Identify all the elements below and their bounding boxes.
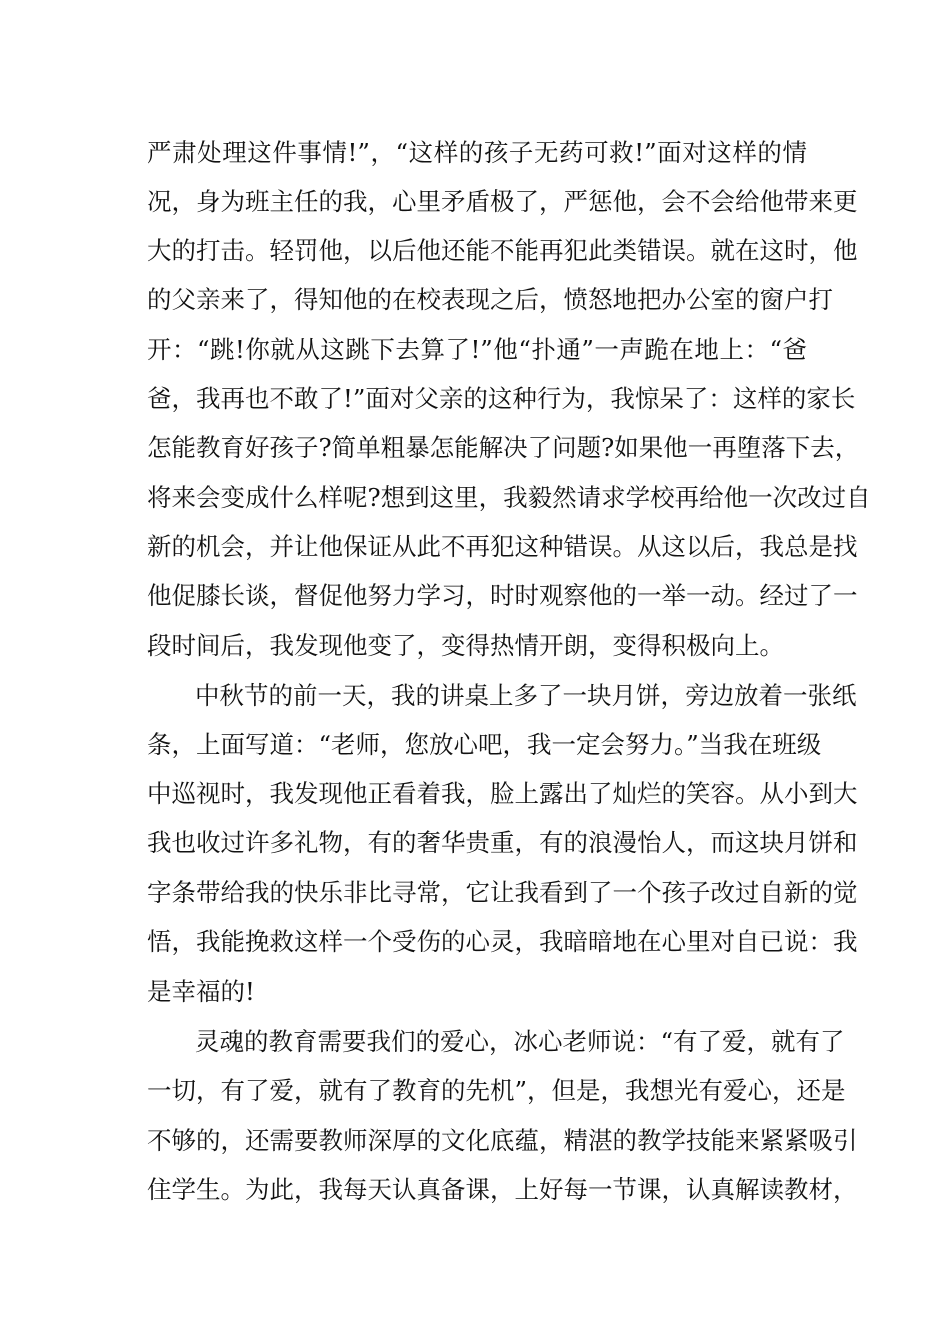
text-line: 一切，有了爱，就有了教育的先机”，但是，我想光有爱心，还是 [147, 1076, 846, 1105]
text-line: 新的机会，并让他保证从此不再犯这种错误。从这以后，我总是找 [147, 532, 858, 561]
text-line: 严肃处理这件事情!”，“这样的孩子无药可救!”面对这样的情 [147, 138, 807, 167]
text-line: 不够的，还需要教师深厚的文化底蕴，精湛的教学技能来紧紧吸引 [147, 1126, 858, 1155]
text-line: 我也收过许多礼物，有的奢华贵重，有的浪漫怡人，而这块月饼和 [147, 828, 858, 857]
text-line: 中巡视时，我发现他正看着我，脸上露出了灿烂的笑容。从小到大 [147, 779, 858, 808]
text-line: 中秋节的前一天，我的讲桌上多了一块月饼，旁边放着一张纸 [195, 681, 857, 710]
text-line: 开：“跳!你就从这跳下去算了!”他“扑通”一声跪在地上：“爸 [147, 335, 807, 364]
text-line: 是幸福的! [147, 977, 255, 1006]
text-line: 悟，我能挽救这样一个受伤的心灵，我暗暗地在心里对自已说：我 [147, 927, 858, 956]
text-line: 他促膝长谈，督促他努力学习，时时观察他的一举一动。经过了一 [147, 581, 858, 610]
text-line: 条，上面写道：“老师，您放心吧，我一定会努力。”当我在班级 [147, 730, 822, 759]
text-line: 住学生。为此，我每天认真备课，上好每一节课，认真解读教材， [147, 1175, 858, 1204]
text-line: 字条带给我的快乐非比寻常，它让我看到了一个孩子改过自新的觉 [147, 878, 858, 907]
text-line: 爸，我再也不敢了!”面对父亲的这种行为，我惊呆了：这样的家长 [147, 384, 856, 413]
text-line: 灵魂的教育需要我们的爱心，冰心老师说：“有了爱，就有了 [195, 1027, 845, 1056]
text-line: 将来会变成什么样呢?想到这里，我毅然请求学校再给他一次改过自 [147, 483, 871, 512]
text-line: 段时间后，我发现他变了，变得热情开朗，变得积极向上。 [147, 631, 784, 660]
text-line: 况，身为班主任的我，心里矛盾极了，严惩他，会不会给他带来更 [147, 187, 858, 216]
text-line: 的父亲来了，得知他的在校表现之后，愤怒地把办公室的窗户打 [147, 285, 833, 314]
text-line: 怎能教育好孩子?简单粗暴怎能解决了问题?如果他一再堕落下去， [147, 433, 860, 462]
text-line: 大的打击。轻罚他，以后他还能不能再犯此类错误。就在这时，他 [147, 236, 858, 265]
